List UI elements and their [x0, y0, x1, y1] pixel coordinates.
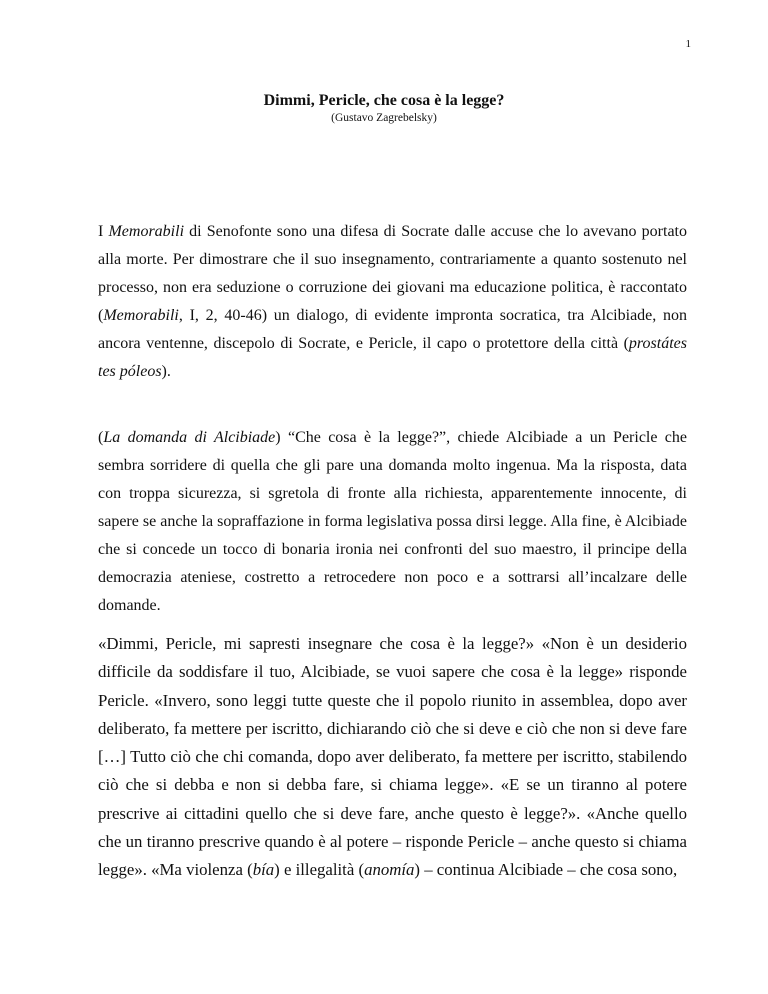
italic-text-segment: bía: [252, 860, 275, 880]
paragraph-dialogue: [98, 630, 687, 885]
text-segment: «Dimmi, Pericle, mi sapresti insegnare che cosa è la legge?» «Non è un desiderio difficile da soddisfare il tuo, Alcibiade, se vuoi sapere che cosa è la legge» risponde Pericle. «Invero, sono leggi tutte queste che il popolo riunito in assemblea, dopo aver deliberato, fa mettere per iscritto, dichiarando ciò che si deve e ciò che non si deve fare […] Tutto ciò che chi comanda, dopo aver deliberato, fa mettere per iscritto, stabilendo ciò che si debba e non si debba fare, si chiama legge». «E se un tiranno al potere prescrive ai cittadini quello che si deve fare, anche questo è legge?». «Anche quello che un tiranno prescrive quando è al potere – risponde Pericle – anche questo si chiama legge». «Ma violenza (: [98, 634, 687, 880]
italic-text-segment: Memorabili: [103, 307, 179, 324]
text-segment: ) e illegalità (: [274, 860, 365, 880]
italic-text-segment: La domanda di Alcibiade: [103, 429, 276, 446]
paragraph-alcibiade-question: [98, 424, 687, 620]
page-number: 1: [685, 38, 691, 50]
text-segment: , I, 2, 40-46) un dialogo, di evidente impronta socratica, tra Alcibiade, non ancora ventenne, discepolo di Socrate, e Pericle, il capo o protettore della città (: [98, 307, 687, 352]
text-segment: ).: [161, 363, 171, 380]
document-title: Dimmi, Pericle, che cosa è la legge?: [263, 92, 505, 109]
text-segment: (: [98, 429, 104, 446]
paragraph-intro: [98, 218, 687, 386]
italic-text-segment: anomía: [364, 860, 415, 880]
document-author: (Gustavo Zagrebelsky): [331, 112, 437, 124]
italic-text-segment: Memorabili: [108, 223, 185, 240]
text-segment: ) “Che cosa è la legge?”, chiede Alcibiade a un Pericle che sembra sorridere di quella che gli pare una domanda molto ingenua. Ma la risposta, data con troppa sicurezza, si sgretola di fronte alla richiesta, apparentemente innocente, di sapere se anche la sopraffazione in forma legislativa possa dirsi legge. Alla fine, è Alcibiade che si concede un tocco di bonaria ironia nei confronti del suo maestro, il principe della democrazia ateniese, costretto a retrocedere non poco e a sottrarsi all’incalzare delle domande.: [98, 429, 688, 614]
text-segment: I: [98, 223, 109, 240]
text-segment: di Senofonte sono una difesa di Socrate dalle accuse che lo avevano portato alla morte. Per dimostrare che il suo insegnamento, contrariamente a quanto sostenuto nel processo, non era seduzione o corruzione dei giovani ma educazione politica, è raccontato (: [98, 223, 688, 324]
text-segment: ) – continua Alcibiade – che cosa sono,: [414, 860, 678, 880]
italic-text-segment: prostátes tes póleos: [98, 335, 687, 380]
